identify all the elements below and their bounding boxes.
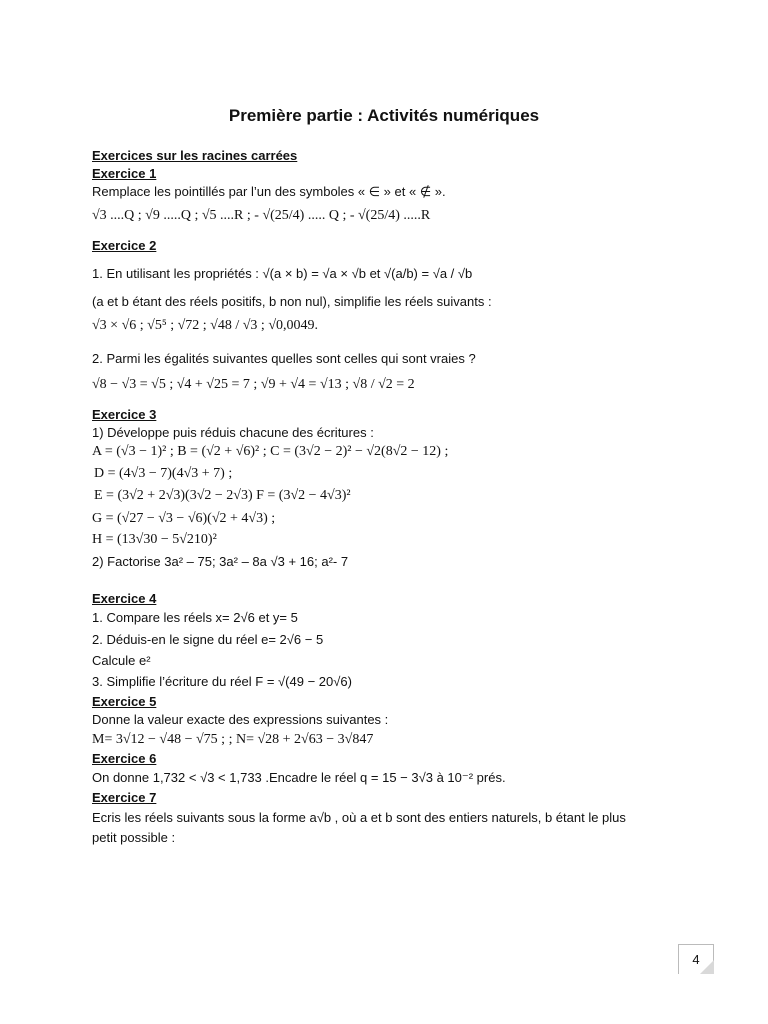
page-corner-fold-icon [700,960,714,974]
exercise-5-instruction: Donne la valeur exacte des expressions suivantes : [92,712,389,727]
exercise-3-expression-g: G = (√27 − √3 − √6)(√2 + 4√3) ; [92,511,276,526]
exercise-7-line-2: petit possible : [92,830,176,845]
exercise-3-heading: Exercice 3 [92,407,157,422]
exercise-3-expression-d: D = (4√3 − 7)(4√3 + 7) ; [94,466,233,481]
exercise-3-question-2: 2) Factorise 3a² – 75; 3a² – 8a √3 + 16; a²- 7 [92,554,349,569]
exercise-1-instruction: Remplace les pointillés par l’un des symboles « ∈ » et « ∉ ». [92,184,446,199]
section-heading: Exercices sur les racines carrées [92,148,298,163]
exercise-6-text: On donne 1,732 < √3 < 1,733 .Encadre le réel q = 15 − 3√3 à 10⁻² prés. [92,770,506,785]
exercise-4-question-3: 3. Simplifie l’écriture du réel F = √(49 − 20√6) [92,674,352,689]
exercise-3-expression-h: H = (13√30 − 5√210)² [92,532,217,547]
exercise-1-items: √3 ....Q ; √9 .....Q ; √5 ....R ; - √(25/4) ..... Q ; - √(25/4) .....R [92,208,431,223]
exercise-7-heading: Exercice 7 [92,790,157,805]
exercise-4-question-2: 2. Déduis-en le signe du réel e= 2√6 − 5 [92,632,324,647]
page-number: 4 [678,944,714,974]
exercise-2-simplify-items: √3 × √6 ; √5⁵ ; √72 ; √48 / √3 ; √0,0049. [92,318,319,333]
exercise-7-line-1: Ecris les réels suivants sous la forme a√b , où a et b sont des entiers naturels, b étant le plus [92,810,626,825]
page-title: Première partie : Activités numériques [228,106,540,125]
exercise-2-heading: Exercice 2 [92,238,157,253]
exercise-4-question-1: 1. Compare les réels x= 2√6 et y= 5 [92,610,298,625]
exercise-2-question-1: 1. En utilisant les propriétés : √(a × b) = √a × √b et √(a/b) = √a / √b [92,266,473,281]
exercise-6-heading: Exercice 6 [92,751,157,766]
exercise-2-equalities: √8 − √3 = √5 ; √4 + √25 = 7 ; √9 + √4 = √13 ; √8 / √2 = 2 [92,377,415,392]
exercise-4-heading: Exercice 4 [92,591,157,606]
exercise-5-expressions: M= 3√12 − √48 − √75 ; ; N= √28 + 2√63 − 3√847 [92,732,374,747]
exercise-3-expressions-ef: E = (3√2 + 2√3)(3√2 − 2√3) F = (3√2 − 4√3)² [94,488,351,503]
exercise-1-heading: Exercice 1 [92,166,157,181]
exercise-5-heading: Exercice 5 [92,694,157,709]
exercise-4-calculate: Calcule e² [92,653,151,668]
exercise-2-condition: (a et b étant des réels positifs, b non nul), simplifie les réels suivants : [92,294,492,309]
exercise-2-question-2: 2. Parmi les égalités suivantes quelles sont celles qui sont vraies ? [92,351,476,366]
exercise-3-question-1: 1) Développe puis réduis chacune des écritures : [92,425,374,440]
exercise-3-expressions-abc: A = (√3 − 1)² ; B = (√2 + √6)² ; C = (3√2 − 2)² − √2(8√2 − 12) ; [92,444,449,459]
